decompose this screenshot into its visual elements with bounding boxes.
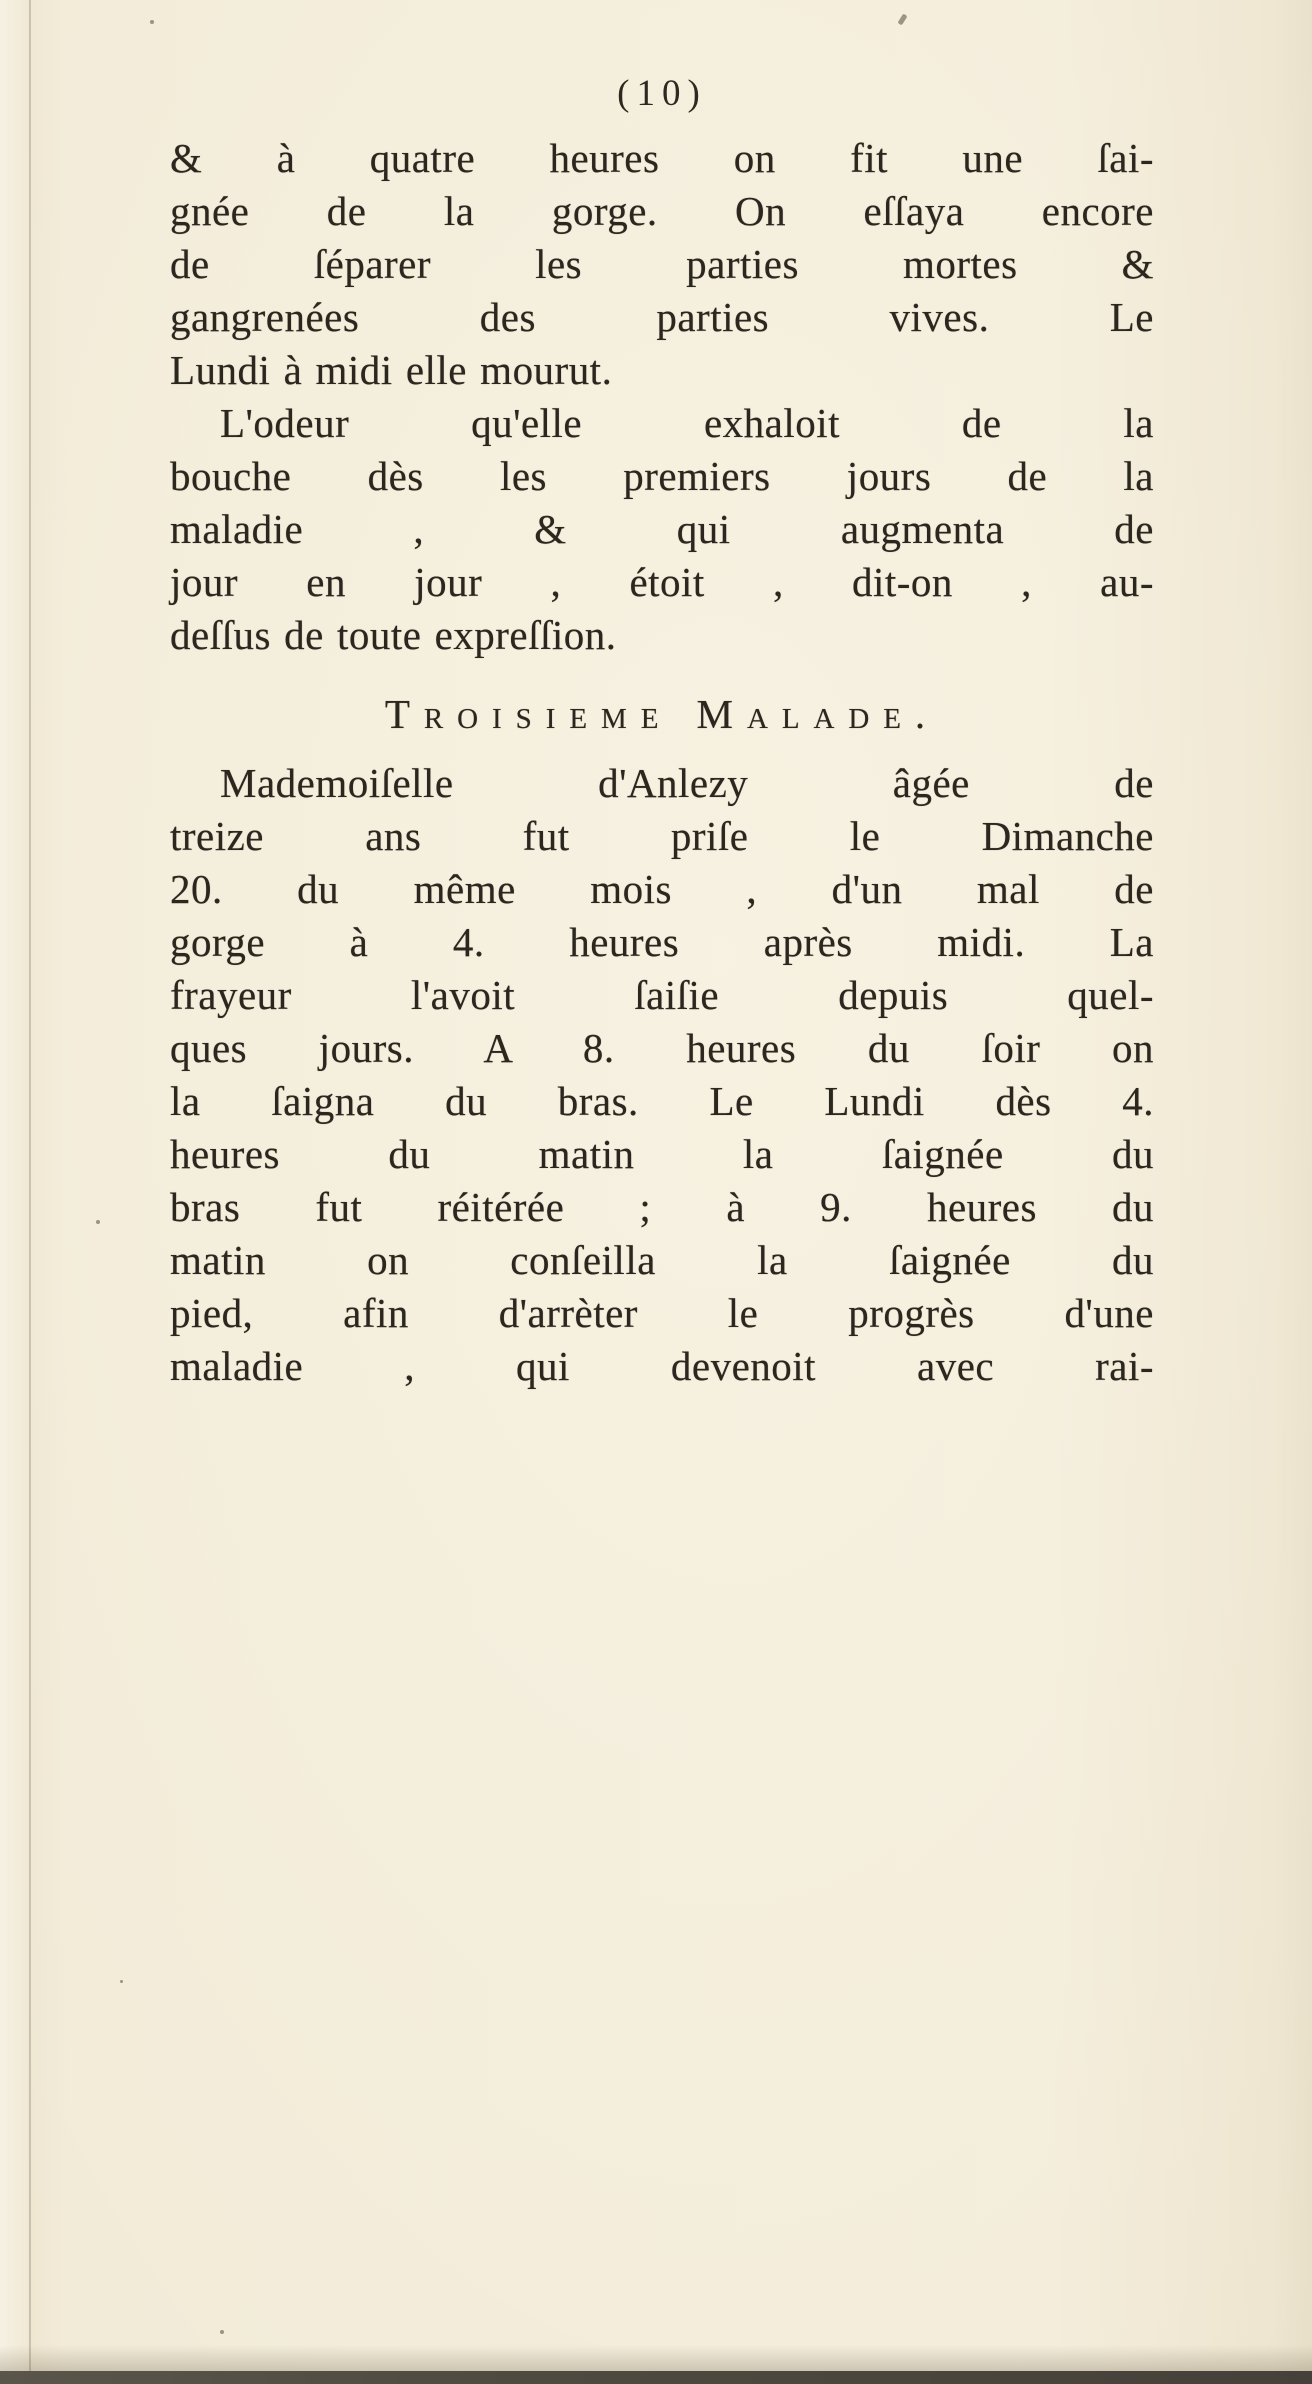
- text-line: gnée de la gorge. On eſſaya encore: [170, 188, 1154, 234]
- text-line: bouche dès les premiers jours de la: [170, 453, 1154, 499]
- text-line: Mademoiſelle d'Anlezy âgée de: [220, 760, 1154, 806]
- text-line: treize ans fut priſe le Dimanche: [170, 813, 1154, 859]
- text-line: matin on conſeilla la ſaignée du: [170, 1237, 1154, 1283]
- text-line: la ſaigna du bras. Le Lundi dès 4.: [170, 1078, 1154, 1124]
- text-line: deſſus de toute expreſſion.: [170, 612, 617, 658]
- text-line: bras fut réitérée ; à 9. heures du: [170, 1184, 1154, 1230]
- text-line: 20. du même mois , d'un mal de: [170, 866, 1154, 912]
- section-heading: Troisieme Malade.: [384, 691, 940, 737]
- scan-speckle: [120, 1980, 123, 1983]
- scan-bottom-edge: [0, 2371, 1312, 2384]
- page-left-margin-edge: [0, 0, 28, 2384]
- paragraph: [170, 397, 1154, 662]
- text-line: heures du matin la ſaignée du: [170, 1131, 1154, 1177]
- text-line: & à quatre heures on fit une ſai-: [170, 135, 1154, 181]
- bottom-page-shadow: [0, 2345, 1312, 2371]
- text-line: Lundi à midi elle mourut.: [170, 347, 613, 393]
- scan-speckle: [150, 20, 154, 24]
- text-line: de ſéparer les parties mortes &: [170, 241, 1154, 287]
- text-line: maladie , qui devenoit avec rai-: [170, 1343, 1154, 1389]
- scan-speckle: [96, 1220, 100, 1224]
- text-line: gorge à 4. heures après midi. La: [170, 919, 1154, 965]
- text-blocks: [170, 132, 1154, 1393]
- paragraph: [170, 132, 1154, 397]
- text-line: L'odeur qu'elle exhaloit de la: [220, 400, 1154, 446]
- page-number: (10): [617, 73, 707, 114]
- text-line: jour en jour , étoit , dit-on , au-: [170, 559, 1154, 605]
- text-line: maladie , & qui augmenta de: [170, 506, 1154, 552]
- page-content: [170, 66, 1154, 1393]
- scan-speckle: [897, 14, 907, 26]
- text-line: gangrenées des parties vives. Le: [170, 294, 1154, 340]
- scan-speckle: [220, 2330, 224, 2334]
- text-line: frayeur l'avoit ſaiſie depuis quel-: [170, 972, 1154, 1018]
- page-crease-line: [29, 0, 31, 2384]
- text-line: ques jours. A 8. heures du ſoir on: [170, 1025, 1154, 1071]
- paragraph: [170, 757, 1154, 1393]
- text-line: pied, afin d'arrèter le progrès d'une: [170, 1290, 1154, 1336]
